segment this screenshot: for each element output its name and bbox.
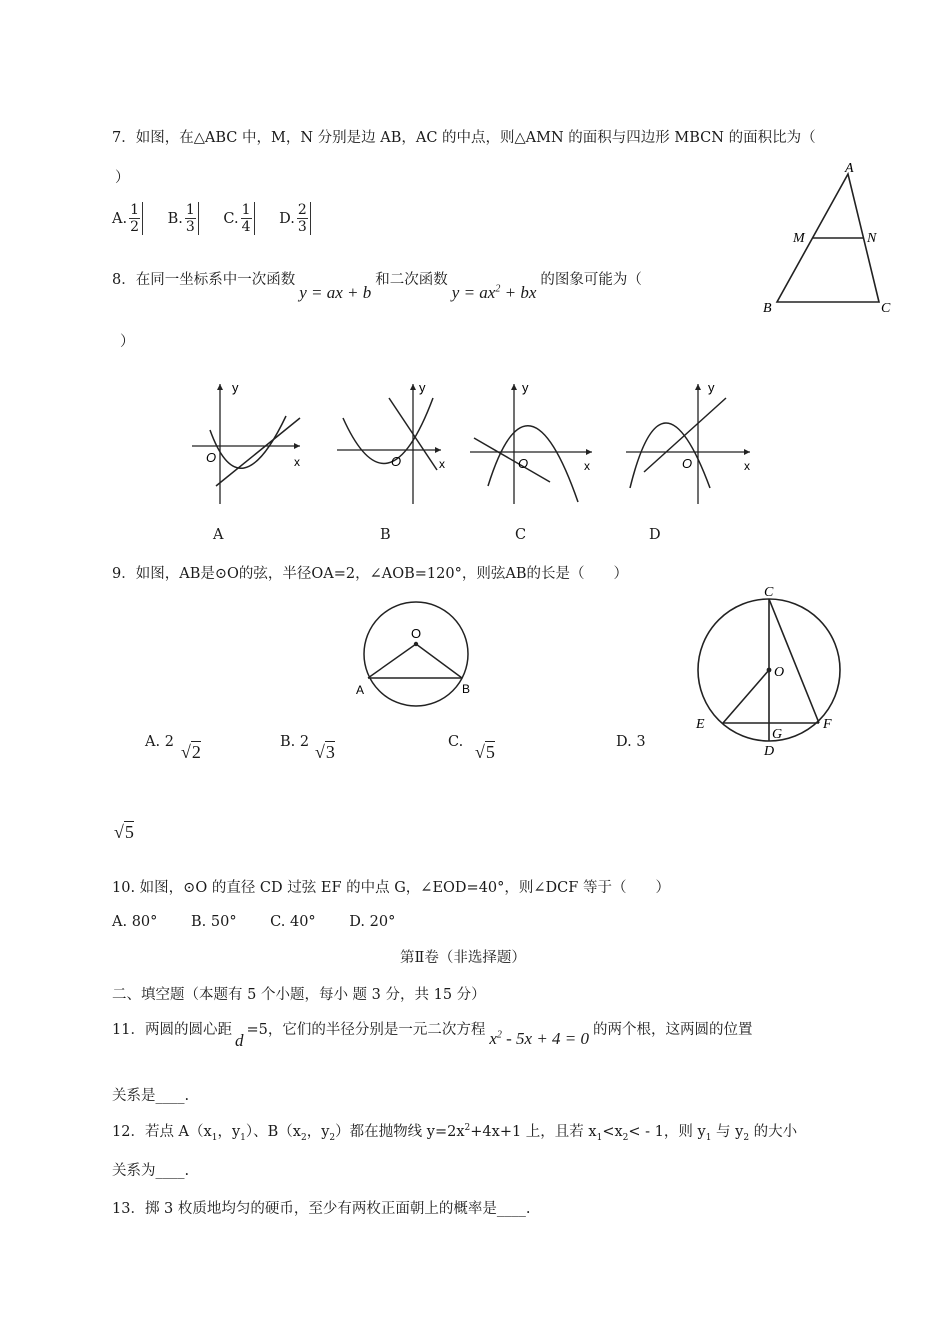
graph-b-caption: B — [380, 527, 391, 543]
svg-text:O: O — [206, 450, 217, 465]
graph-d-caption: D — [649, 527, 661, 543]
q7-option-d: D. $\frac{2}{3}$ — [279, 211, 313, 227]
q10-circle-figure — [692, 580, 847, 760]
q7-option-c: C. $\frac{1}{4}$ — [223, 211, 256, 227]
svg-text:D: D — [764, 744, 775, 759]
svg-text:x: x — [439, 457, 445, 471]
q13-stem: 13．掷 3 枚质地均匀的硬币，至少有两枚正面朝上的概率是____. — [112, 1201, 531, 1217]
q9-option-a-radical: √2 — [181, 742, 201, 762]
q7-stem: 7．如图，在△ABC 中，M，N 分别是边 AB，AC 的中点，则△AMN 的面积与四边形 MBCN 的面积比为（ — [112, 130, 816, 146]
graph-c — [466, 378, 601, 510]
svg-text:y: y — [419, 380, 426, 395]
q12-line1: 12．若点 $A(x_1$，$y_1$）、$B(x_2$，$y_2$）都在抛物线 $y=2x^2+4x+1$ 上，且若 $x_1<x_2< - 1$，则 $y_1$ 与 $y_2$ 的大小 — [112, 1123, 798, 1143]
q12-line2: 关系为____. — [112, 1163, 190, 1179]
q10-options: A. 80° B. 50° C. 40° D. 20° — [112, 914, 396, 930]
svg-text:y: y — [522, 380, 529, 395]
q8-quadratic-formula: $y = ax^2$ + bx — [451, 283, 537, 302]
label-A: A — [845, 161, 854, 176]
label-M: M — [793, 231, 805, 246]
q8-linear-formula: y = ax + b — [299, 283, 372, 302]
svg-text:y: y — [232, 380, 239, 395]
q9-option-c-radical: √5 — [475, 742, 495, 762]
label-B: B — [763, 301, 772, 316]
graph-d — [622, 378, 762, 510]
svg-text:O: O — [682, 456, 693, 471]
q9-option-c: C. — [448, 734, 464, 750]
q11-equation: $x^2 - 5x + 4 = 0$ — [489, 1029, 590, 1048]
svg-text:B: B — [462, 682, 471, 696]
q7-close: ） — [115, 170, 130, 186]
q9-option-b: B. 2 — [280, 734, 310, 750]
q11-line2: 关系是____. — [112, 1088, 190, 1104]
q9-option-b-radical: √3 — [315, 742, 335, 762]
svg-text:O: O — [774, 665, 785, 680]
svg-text:A: A — [356, 683, 365, 697]
svg-text:E: E — [696, 717, 705, 732]
label-C: C — [881, 301, 891, 316]
svg-text:x: x — [294, 455, 300, 469]
q7-option-a: A. $\frac{1}{2}$ — [112, 211, 145, 227]
q9-trailing-radical: √5 — [114, 822, 134, 842]
svg-text:G: G — [772, 727, 783, 742]
graph-c-caption: C — [515, 527, 527, 543]
q7-option-b: B. $\frac{1}{3}$ — [168, 211, 201, 227]
graph-b — [333, 378, 453, 510]
q8-close: ） — [120, 334, 135, 350]
q9-option-d: D. 3 — [616, 734, 646, 750]
svg-text:O: O — [518, 456, 529, 471]
label-N: N — [867, 231, 877, 246]
svg-text:O: O — [411, 626, 422, 641]
svg-text:C: C — [764, 585, 774, 600]
q9-option-a: A. 2 — [145, 734, 174, 750]
section2-title: 第Ⅱ卷（非选择题） — [400, 950, 526, 966]
triangle-figure — [755, 158, 900, 318]
svg-text:y: y — [708, 380, 715, 395]
q8-stem: 8．在同一坐标系中一次函数y = ax + b和二次函数$y = ax^2$ + bx的图象可能为（ — [112, 272, 642, 302]
q11-line1: 11．两圆的圆心距d=5，它们的半径分别是一元二次方程 $x^2 - 5x + 4 = 0$ 的两个根，这两圆的位置 — [112, 1022, 753, 1050]
graph-a-caption: A — [213, 527, 224, 543]
q9-circle-figure — [350, 596, 480, 708]
svg-text:O: O — [391, 454, 402, 469]
q7-options — [112, 202, 313, 235]
graph-a — [188, 378, 308, 510]
svg-text:x: x — [744, 459, 750, 473]
svg-text:x: x — [584, 459, 590, 473]
q9-stem: 9．如图，AB是⊙O的弦，半径OA=2，∠AOB=120°，则弦AB的长是（ ） — [112, 566, 628, 582]
q10-stem: 10. 如图，⊙O 的直径 CD 过弦 EF 的中点 G，∠EOD=40°，则∠DCF 等于（ ） — [112, 880, 670, 896]
svg-text:F: F — [823, 717, 832, 732]
fill-header: 二、填空题（本题有 5 个小题，每小 题 3 分，共 15 分） — [112, 987, 486, 1003]
